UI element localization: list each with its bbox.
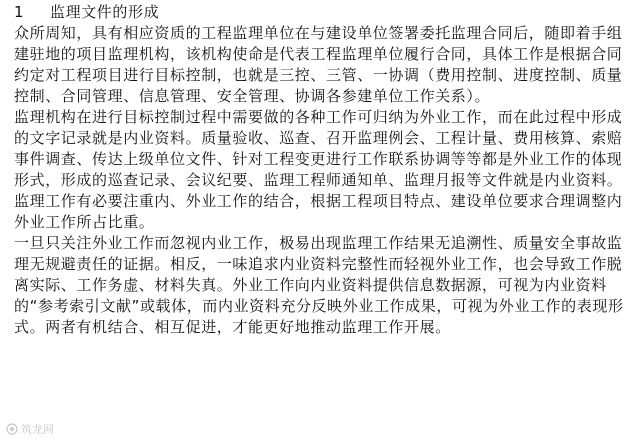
section-title: 监理文件的形成 [50,3,160,21]
paragraph-2: 监理机构在进行目标控制过程中需要做的各种工作可归纳为外业工作，而在此过程中形成的文字记录就是内业资料。质量验收、巡查、召开监理例会、工程计量、费用核算、索赔事件调查、传达上级单位文件、针对工程变更进行工作联系协调等等都是外业工作的体现形式，形成的巡查记录、会议纪要、监理工程师通知单、监理月报等文件就是内业资料。监理工作有必要注重内、外业工作的结合，根据工程项目特点、建设单位要求合理调整内外业工作所占比重。 [14,108,623,231]
watermark-text: 筑龙网 [21,423,54,436]
section-number: 1 [14,3,25,21]
watermark-logo-icon [6,423,18,435]
section-heading [14,2,626,23]
watermark [6,421,54,437]
paragraph-3: 一旦只关注外业工作而忽视内业工作，极易出现监理工作结果无追溯性、质量安全事故监理无规避责任的证据。相反，一味追求内业资料完整性而轻视外业工作，也会导致工作脱离实际、工作务虚、材料失真。外业工作向内业资料提供信息数据源，可视为内业资料的“参考索引文献”或载体，而内业资料充分反映外业工作成果，可视为外业工作的表现形式。两者有机结合、相互促进，才能更好地推动监理工作开展。 [14,234,624,336]
paragraph-1: 众所周知，具有相应资质的工程监理单位在与建设单位签署委托监理合同后，随即着手组建驻地的项目监理机构，该机构使命是代表工程监理单位履行合同，具体工作是根据合同约定对工程项目进行目标控制，也就是三控、三管、一协调（费用控制、进度控制、质量控制、合同管理、信息管理、安全管理、协调各参建单位工作关系）。 [14,24,623,105]
document-body [14,2,626,338]
